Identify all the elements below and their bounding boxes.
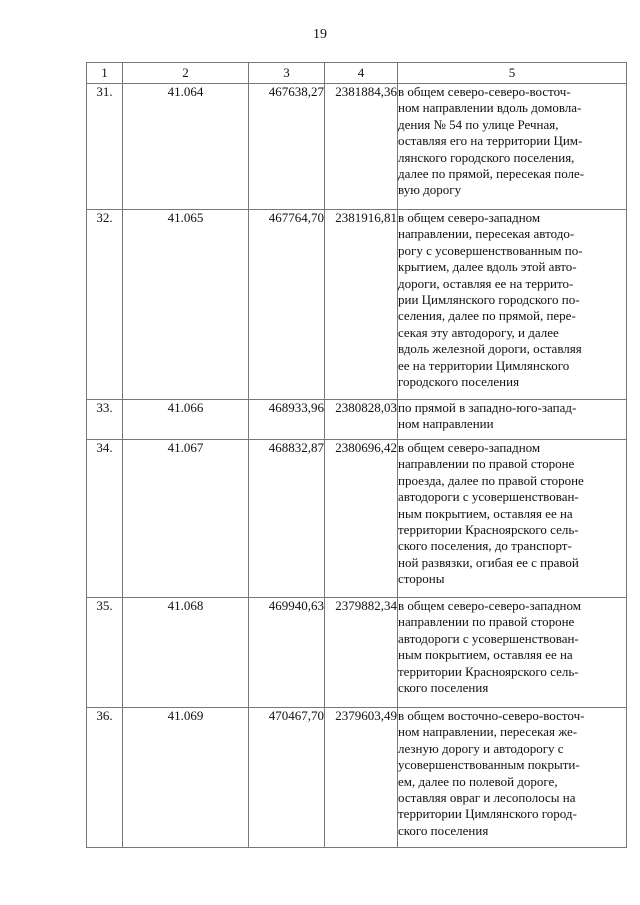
table-row xyxy=(87,400,627,440)
coordinate-x: 470467,70 xyxy=(249,708,325,848)
point-code: 41.069 xyxy=(123,708,249,848)
row-number: 31. xyxy=(87,84,123,210)
point-code: 41.067 xyxy=(123,440,249,598)
coordinate-y: 2380828,03 xyxy=(325,400,398,440)
table-row xyxy=(87,210,627,400)
coordinate-x: 467638,27 xyxy=(249,84,325,210)
boundary-description: в общем северо-северо-восточ- ном направлении вдоль домовла- дения № 54 по улице Речная, оставляя его на территории Цим- лянского городского поселения, далее по прямой, пересекая поле- вую дорогу xyxy=(398,84,627,210)
table-row xyxy=(87,708,627,848)
coordinate-x: 469940,63 xyxy=(249,598,325,708)
coordinate-y: 2380696,42 xyxy=(325,440,398,598)
row-number: 32. xyxy=(87,210,123,400)
coordinate-x: 468933,96 xyxy=(249,400,325,440)
point-code: 41.064 xyxy=(123,84,249,210)
point-code: 41.066 xyxy=(123,400,249,440)
point-code: 41.068 xyxy=(123,598,249,708)
coordinate-y: 2381916,81 xyxy=(325,210,398,400)
header-col-3: 3 xyxy=(249,63,325,84)
table-row xyxy=(87,84,627,210)
row-number: 36. xyxy=(87,708,123,848)
row-number: 34. xyxy=(87,440,123,598)
boundary-description: в общем северо-западном направлении по правой стороне проезда, далее по правой стороне автодороги с усовершенствован- ным покрытием, оставляя ее на территории Красноярского сель- ского поселения, до транспорт- ной развязки, огибая ее с правой стороны xyxy=(398,440,627,598)
coordinate-y: 2381884,36 xyxy=(325,84,398,210)
table-row xyxy=(87,598,627,708)
header-col-4: 4 xyxy=(325,63,398,84)
coordinate-y: 2379882,34 xyxy=(325,598,398,708)
coordinate-x: 468832,87 xyxy=(249,440,325,598)
row-number: 33. xyxy=(87,400,123,440)
coordinate-y: 2379603,49 xyxy=(325,708,398,848)
boundary-description: по прямой в западно-юго-запад- ном направлении xyxy=(398,400,627,440)
page-number: 19 xyxy=(313,27,327,42)
boundary-description: в общем северо-западном направлении, пересекая автодо- рогу с усовершенствованным по- крытием, далее вдоль этой авто- дороги, оставляя ее на террито- рии Цимлянского городского по- селения, далее по прямой, пере- секая эту автодорогу, и далее вдоль железной дороги, оставляя ее на территории Цимлянского городского поселения xyxy=(398,210,627,400)
header-col-1: 1 xyxy=(87,63,123,84)
boundary-description: в общем северо-северо-западном направлении по правой стороне автодороги с усовершенствован- ным покрытием, оставляя ее на территории Красноярского сель- ского поселения xyxy=(398,598,627,708)
row-number: 35. xyxy=(87,598,123,708)
header-col-2: 2 xyxy=(123,63,249,84)
table-row xyxy=(87,440,627,598)
point-code: 41.065 xyxy=(123,210,249,400)
header-col-5: 5 xyxy=(398,63,627,84)
table-header-row xyxy=(87,63,627,84)
boundary-coordinates-table xyxy=(86,62,627,848)
coordinate-x: 467764,70 xyxy=(249,210,325,400)
boundary-description: в общем восточно-северо-восточ- ном направлении, пересекая же- лезную дорогу и автодорогу с усовершенствованным покрыти- ем, далее по полевой дороге, оставляя овраг и лесополосы на территории Цимлянского город- ского поселения xyxy=(398,708,627,848)
